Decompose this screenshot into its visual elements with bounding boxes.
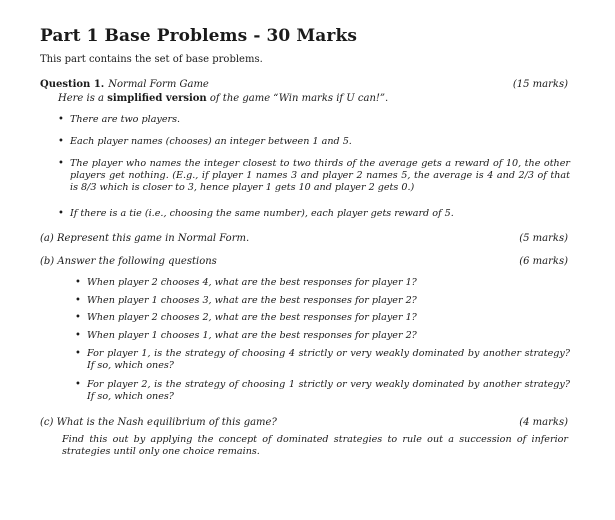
list-item-text: When player 2 chooses 2, what are the best responses for player 1? (87, 312, 417, 323)
bullet-icon: • (58, 114, 64, 125)
question-desc-suffix: of the game “Win marks if U can!”. (209, 93, 389, 104)
list-item-text: There are two players. (70, 114, 181, 125)
question-description (58, 93, 388, 104)
question-title: Normal Form Game (108, 79, 209, 90)
question-desc-bold: simplified version (107, 93, 207, 104)
part-c-text: (c) What is the Nash equilibrium of this game? (40, 417, 277, 428)
list-item (58, 158, 570, 194)
list-item (75, 295, 570, 307)
part-b-text: (b) Answer the following questions (40, 256, 217, 267)
list-item (75, 277, 570, 289)
list-item-text: When player 2 chooses 4, what are the best responses for player 1? (87, 277, 417, 288)
list-item (58, 208, 570, 220)
question-marks: (15 marks) (512, 79, 568, 90)
list-item-text: If there is a tie (i.e., choosing the same number), each player gets reward of 5. (70, 208, 454, 219)
list-item-text: When player 1 chooses 3, what are the best responses for player 2? (87, 295, 417, 306)
bullet-icon: • (75, 330, 81, 341)
list-item (75, 312, 570, 324)
list-item (58, 136, 570, 148)
bullet-icon: • (75, 348, 81, 359)
list-item-text: The player who names the integer closest to two thirds of the average gets a reward of 10, the other players get nothing. (E.g., if player 1 names 3 and player 2 names 5, the average is 4 and 2/3 of that is 8/3 which is closer to 3, hence player 1 gets 10 and player 2 gets 0.) (70, 158, 570, 193)
bullet-icon: • (75, 295, 81, 306)
bullet-icon: • (58, 158, 64, 169)
question-label: Question 1. (40, 79, 105, 90)
part-intro: This part contains the set of base problems. (40, 54, 263, 65)
list-item (75, 330, 570, 342)
list-item (58, 114, 570, 126)
bullet-icon: • (58, 208, 64, 219)
part-a-text: (a) Represent this game in Normal Form. (40, 233, 250, 244)
question-header (40, 79, 568, 90)
part-c-marks: (4 marks) (519, 417, 568, 428)
bullet-icon: • (75, 277, 81, 288)
part-b (40, 256, 568, 267)
list-item-text: For player 1, is the strategy of choosing 4 strictly or very weakly dominated by another strategy? If so, which ones? (87, 348, 570, 371)
question-desc-prefix: Here is a (58, 93, 104, 104)
list-item (75, 348, 570, 372)
list-item (75, 379, 570, 403)
bullet-icon: • (75, 312, 81, 323)
part-b-marks: (6 marks) (519, 256, 568, 267)
part-c-description: Find this out by applying the concept of dominated strategies to rule out a succession of inferior strategies until only one choice remains. (62, 434, 568, 457)
part-c (40, 417, 568, 428)
list-item-text: For player 2, is the strategy of choosing 1 strictly or very weakly dominated by another strategy? If so, which ones? (87, 379, 570, 402)
list-item-text: Each player names (chooses) an integer between 1 and 5. (70, 136, 352, 147)
bullet-icon: • (58, 136, 64, 147)
part-a (40, 233, 568, 244)
list-item-text: When player 1 chooses 1, what are the best responses for player 2? (87, 330, 417, 341)
bullet-icon: • (75, 379, 81, 390)
part-title: Part 1 Base Problems - 30 Marks (40, 26, 358, 46)
part-a-marks: (5 marks) (519, 233, 568, 244)
